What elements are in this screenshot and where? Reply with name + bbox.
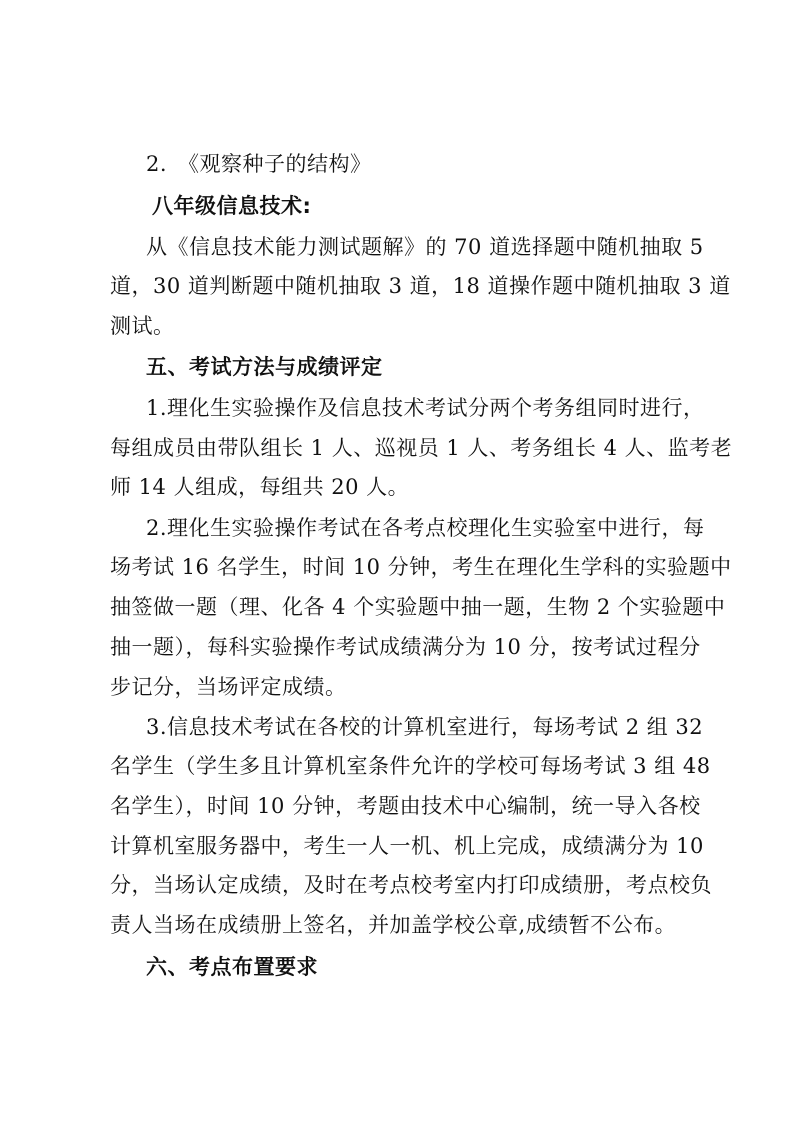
paragraph-line: 2.理化生实验操作考试在各考点校理化生实验室中进行，每 xyxy=(146,516,705,540)
section-heading-grade8-it: 八年级信息技术: xyxy=(152,194,312,218)
paragraph-line: 从《信息技术能力测试题解》的 70 道选择题中随机抽取 5 xyxy=(146,235,704,259)
paragraph-line: 道，30 道判断题中随机抽取 3 道，18 道操作题中随机抽取 3 道 xyxy=(110,274,731,298)
paragraph-line: 责人当场在成绩册上签名，并加盖学校公章,成绩暂不公布。 xyxy=(110,913,677,937)
paragraph-line: 计算机室服务器中，考生一人一机、机上完成，成绩满分为 10 xyxy=(110,834,704,858)
section-heading-5: 五、考试方法与成绩评定 xyxy=(146,355,383,379)
paragraph-line: 每组成员由带队组长 1 人、巡视员 1 人、考务组长 4 人、监考老 xyxy=(110,436,733,460)
paragraph-line: 名学生（学生多且计算机室条件允许的学校可每场考试 3 组 48 xyxy=(110,754,711,778)
paragraph-line: 步记分，当场评定成绩。 xyxy=(110,675,347,699)
paragraph-line: 3.信息技术考试在各校的计算机室进行，每场考试 2 组 32 xyxy=(146,715,704,739)
paragraph-line: 1.理化生实验操作及信息技术考试分两个考务组同时进行， xyxy=(146,396,705,420)
paragraph-line: 师 14 人组成，每组共 20 人。 xyxy=(110,475,410,499)
section-heading-6: 六、考点布置要求 xyxy=(146,955,318,979)
experiment-item-2: 2. 《观察种子的结构》 xyxy=(146,152,372,176)
paragraph-line: 测试。 xyxy=(110,314,175,338)
paragraph-line: 名学生），时间 10 分钟，考题由技术中心编制，统一导入各校 xyxy=(110,794,701,818)
paragraph-line: 抽一题），每科实验操作考试成绩满分为 10 分，按考试过程分 xyxy=(110,635,701,659)
paragraph-line: 场考试 16 名学生，时间 10 分钟，考生在理化生学科的实验题中 xyxy=(110,555,732,579)
paragraph-line: 分，当场认定成绩，及时在考点校考室内打印成绩册，考点校负 xyxy=(110,873,712,897)
paragraph-line: 抽签做一题（理、化各 4 个实验题中抽一题，生物 2 个实验题中 xyxy=(110,595,726,619)
